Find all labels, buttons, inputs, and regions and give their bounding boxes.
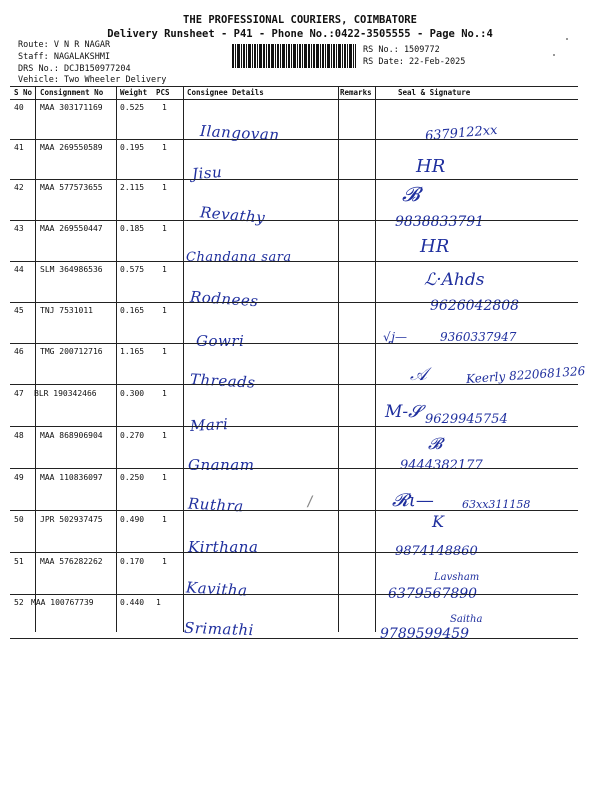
seal-scribble-icon: √ʝ—: [383, 330, 408, 344]
row-sno: 52: [14, 598, 24, 607]
consignee-handwriting: Mari: [189, 415, 229, 435]
col-divider: [183, 86, 184, 632]
extra-signature: Lavsham: [434, 572, 480, 583]
row-divider: [10, 220, 578, 221]
consignee-handwriting: Srimathi: [183, 618, 255, 640]
col-header-pcs: PCS: [156, 88, 170, 97]
row-sno: 47: [14, 389, 24, 398]
col-header-remarks: Remarks: [340, 88, 372, 97]
row-consignment: MAA 100767739: [31, 598, 94, 607]
row-consignment: MAA 269550589: [40, 143, 103, 152]
route-label: Route: V N R NAGAR: [18, 40, 111, 50]
row-consignment: MAA 269550447: [40, 224, 103, 233]
row-divider: [10, 552, 578, 553]
row-weight: 1.165: [120, 347, 145, 356]
row-pcs: 1: [162, 473, 167, 482]
row-weight: 0.270: [120, 431, 145, 440]
row-consignment: MAA 110836097: [40, 473, 103, 482]
row-sno: 41: [14, 143, 24, 152]
row-pcs: 1: [162, 143, 167, 152]
consignee-handwriting: Kavitha: [185, 578, 248, 600]
row-divider: [10, 139, 578, 140]
seal-scribble-icon: ℒ·Ahds: [424, 270, 485, 290]
row-divider: [10, 426, 578, 427]
row-sno: 44: [14, 265, 24, 274]
row-pcs: 1: [162, 389, 167, 398]
signature-handwriting: 6379567890: [388, 586, 478, 602]
row-sno: 40: [14, 103, 24, 112]
row-weight: 0.300: [120, 389, 145, 398]
barcode: [232, 44, 356, 68]
row-weight: 0.575: [120, 265, 145, 274]
row-pcs: 1: [162, 557, 167, 566]
consignee-handwriting: Kirthana: [188, 538, 259, 556]
col-header-consignment: Consignment No: [40, 88, 104, 97]
table-top-border: [10, 86, 578, 87]
row-weight: 0.440: [120, 598, 145, 607]
signature-handwriting: HR: [416, 156, 446, 177]
rs-date: RS Date: 22-Feb-2025: [363, 57, 466, 67]
rs-number: RS No.: 1509772: [363, 45, 440, 55]
col-header-sno: S No: [14, 88, 33, 97]
consignee-handwriting: Revathy: [199, 203, 266, 227]
staff-label: Staff: NAGALAKSHMI: [18, 52, 111, 62]
row-sno: 51: [14, 557, 24, 566]
seal-scribble-icon: 𝓑: [402, 182, 420, 206]
row-weight: 0.165: [120, 306, 145, 315]
table-bottom-border: [10, 638, 578, 639]
row-sno: 43: [14, 224, 24, 233]
row-sno: 42: [14, 183, 24, 192]
consignee-handwriting: Chandana sara: [186, 250, 292, 265]
row-consignment: MAA 303171169: [40, 103, 103, 112]
signature-handwriting: Keerly 8220681326: [465, 363, 586, 387]
row-consignment: MAA 577573655: [40, 183, 103, 192]
row-divider: [10, 343, 578, 344]
signature-handwriting: HR: [420, 236, 450, 257]
row-consignment: BLR 190342466: [34, 389, 97, 398]
company-title: THE PROFESSIONAL COURIERS, COIMBATORE: [183, 14, 417, 26]
seal-scribble-icon: 𝓑: [428, 434, 443, 453]
row-divider: [10, 510, 578, 511]
stray-mark-icon: /: [306, 494, 315, 510]
row-consignment: TNJ 7531011: [40, 306, 93, 315]
row-divider: [10, 594, 578, 595]
col-divider: [35, 86, 36, 632]
drs-number: DRS No.: DCJB150977204: [18, 64, 131, 74]
consignee-handwriting: Rodnees: [189, 287, 260, 311]
row-weight: 0.170: [120, 557, 145, 566]
row-consignment: JPR 502937475: [40, 515, 103, 524]
extra-signature: Saitha: [450, 614, 483, 625]
row-pcs: 1: [162, 183, 167, 192]
row-sno: 49: [14, 473, 24, 482]
row-consignment: MAA 868906904: [40, 431, 103, 440]
row-consignment: SLM 364986536: [40, 265, 103, 274]
signature-handwriting: 9629945754: [425, 412, 508, 427]
row-weight: 0.185: [120, 224, 145, 233]
seal-scribble-icon: 𝒜: [410, 364, 428, 385]
row-consignment: MAA 576282262: [40, 557, 103, 566]
signature-handwriting: 9838833791: [395, 214, 485, 230]
row-pcs: 1: [156, 598, 161, 607]
row-pcs: 1: [162, 103, 167, 112]
row-pcs: 1: [162, 224, 167, 233]
row-pcs: 1: [162, 306, 167, 315]
row-divider: [10, 384, 578, 385]
row-pcs: 1: [162, 347, 167, 356]
row-sno: 48: [14, 431, 24, 440]
col-header-weight: Weight: [120, 88, 148, 97]
signature-handwriting: 9444382177: [400, 458, 483, 473]
consignee-handwriting: Threads: [189, 370, 256, 392]
signature-handwriting: 9874148860: [395, 544, 478, 559]
seal-scribble-icon: M-𝓢: [385, 402, 422, 422]
row-divider: [10, 468, 578, 469]
row-divider: [10, 302, 578, 303]
col-divider: [338, 86, 339, 632]
seal-scribble-icon: 𝓡ι—: [392, 490, 434, 511]
signature-handwriting: 9360337947: [440, 330, 517, 344]
row-sno: 46: [14, 347, 24, 356]
scan-speck: [553, 54, 555, 56]
vehicle-label: Vehicle: Two Wheeler Delivery: [18, 75, 167, 85]
row-weight: 0.525: [120, 103, 145, 112]
runsheet-subtitle: Delivery Runsheet - P41 - Phone No.:0422-3505555 - Page No.:4: [107, 28, 493, 40]
row-consignment: TMG 200712716: [40, 347, 103, 356]
consignee-handwriting: Jisu: [191, 162, 223, 184]
signature-handwriting: 6379122xx: [424, 122, 499, 145]
row-sno: 50: [14, 515, 24, 524]
scan-speck: [566, 38, 568, 40]
consignee-handwriting: Ilangovan: [199, 121, 280, 145]
header-bottom-border: [10, 99, 578, 100]
row-pcs: 1: [162, 265, 167, 274]
consignee-handwriting: Ruthra: [187, 494, 245, 516]
row-pcs: 1: [162, 515, 167, 524]
row-pcs: 1: [162, 431, 167, 440]
consignee-handwriting: Gowri: [196, 332, 245, 350]
row-divider: [10, 261, 578, 262]
row-sno: 45: [14, 306, 24, 315]
consignee-handwriting: Gnanam: [188, 456, 255, 474]
col-header-consignee: Consignee Details: [187, 88, 264, 97]
seal-scribble-icon: K: [432, 512, 444, 531]
signature-handwriting: 9789599459: [380, 626, 470, 642]
col-divider: [375, 86, 376, 632]
col-header-seal-signature: Seal & Signature: [398, 88, 471, 97]
col-divider: [116, 86, 117, 632]
signature-handwriting: 9626042808: [430, 298, 520, 314]
row-weight: 2.115: [120, 183, 145, 192]
row-weight: 0.195: [120, 143, 145, 152]
signature-handwriting: 63xx311158: [462, 498, 531, 511]
row-weight: 0.250: [120, 473, 145, 482]
row-divider: [10, 179, 578, 180]
row-weight: 0.490: [120, 515, 145, 524]
